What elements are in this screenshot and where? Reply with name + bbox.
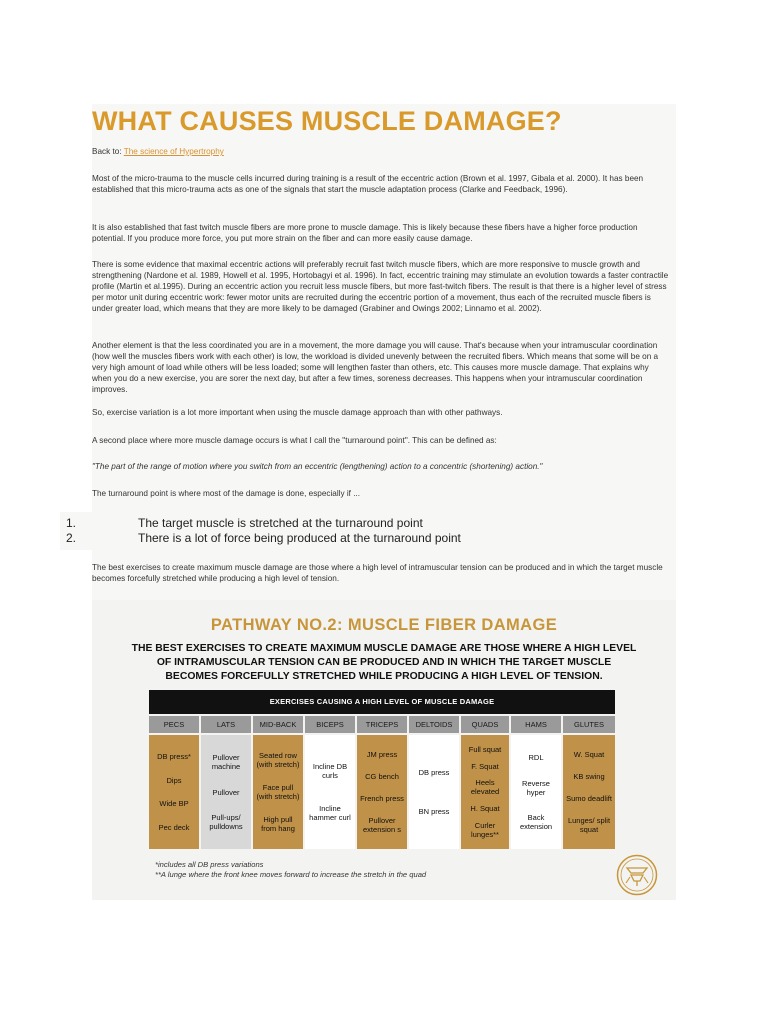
column-pecs (149, 716, 199, 849)
back-link[interactable]: The science of Hypertrophy (123, 147, 224, 156)
list-text: There is a lot of force being produced at the turnaround point (138, 531, 461, 545)
exercise-item: Incline DB curls (312, 761, 348, 780)
exercise-item: BN press (418, 807, 450, 817)
exercise-item: Pull-ups/ pulldowns (209, 812, 243, 831)
exercise-item: KB swing (573, 772, 605, 781)
exercise-item: High pull from hang (261, 815, 295, 833)
back-prefix: Back to: (92, 147, 124, 156)
exercise-item: French press (360, 794, 404, 803)
list-item (66, 531, 461, 545)
exercise-item: Full squat (468, 744, 502, 754)
exercise-item: DB press* (157, 751, 191, 761)
exercise-item: Pullover extension s (363, 816, 401, 834)
exercise-item: Sumo deadlift (566, 794, 612, 803)
footnote: *includes all DB press variations (155, 860, 264, 869)
exercise-item: Wide BP (159, 799, 189, 809)
exercise-item: Pec deck (158, 823, 190, 833)
exercise-item: W. Squat (573, 750, 605, 759)
exercise-item: Heels elevated (470, 778, 500, 797)
exercise-item: Reverse hyper (522, 778, 550, 797)
column-header: QUADS (461, 716, 509, 733)
column-cell (253, 735, 303, 849)
exercise-item: RDL (528, 753, 544, 763)
column-cell (357, 735, 407, 849)
column-cell (305, 735, 355, 849)
column-header: MID-BACK (253, 716, 303, 733)
exercise-item: DB press (418, 767, 450, 777)
infographic-subhead: THE BEST EXERCISES TO CREATE MAXIMUM MUSCLE DAMAGE ARE THOSE WHERE A HIGH LEVEL OF INTRAMUSCULAR TENSION CAN BE PRODUCED AND IN WHICH THE TARGET MUSCLE BECOMES FORCEFULLY STRETCHED WHILE PRODUCING A HIGH LEVEL OF TENSION. (131, 643, 637, 682)
column-quads (461, 716, 509, 849)
column-cell (409, 735, 459, 849)
brand-logo-icon (616, 854, 658, 896)
exercise-item: H. Squat (470, 804, 500, 814)
exercise-item: Seated row (with stretch) (256, 751, 300, 769)
column-biceps (305, 716, 355, 849)
breadcrumb (92, 147, 224, 156)
column-header: PECS (149, 716, 199, 733)
column-header: DELTOIDS (409, 716, 459, 733)
exercise-item: F. Squat (471, 761, 499, 771)
exercise-item: JM press (366, 750, 398, 759)
exercise-item: Face pull (with stretch) (256, 783, 300, 801)
column-cell (201, 735, 251, 849)
column-header: BICEPS (305, 716, 355, 733)
list-number: 2. (66, 531, 77, 545)
table-title: EXERCISES CAUSING A HIGH LEVEL OF MUSCLE DAMAGE (149, 690, 615, 714)
column-mid-back (253, 716, 303, 849)
column-hams (511, 716, 561, 849)
column-header: HAMS (511, 716, 561, 733)
column-cell (149, 735, 199, 849)
exercise-item: Incline hammer curl (309, 804, 351, 823)
paragraph-4: Another element is that the less coordinated you are in a movement, the more damage you will cause. That's because when your intramuscular coordination (how well the muscles fibers work with each other) is low, the workload is divided unevenly between the recruited fibers. Which means that some will be on a very high amount of load while others will be less loaded; some will lengthen faster than others, etc. This causes more muscle damage. That explains why when you do a new exercise, you are sorer the next day, but after a few times, soreness decreases. This happens when your intramuscular coordination improves. (92, 341, 659, 394)
column-cell (563, 735, 615, 849)
column-glutes (563, 716, 615, 849)
exercise-table (149, 690, 615, 849)
paragraph-7: The turnaround point is where most of the damage is done, especially if ... (92, 489, 361, 498)
exercise-item: CG bench (365, 772, 399, 781)
table-columns (149, 716, 615, 849)
exercise-item: Back extension (519, 812, 553, 831)
footnote: **A lunge where the front knee moves forward to increase the stretch in the quad (155, 870, 427, 879)
paragraph-8: The best exercises to create maximum muscle damage are those where a high level of intramuscular tension can be produced and in which the target muscle becomes forcefully stretched while producing a high level of tension. (92, 563, 663, 583)
definition-quote: "The part of the range of motion where you switch from an eccentric (lengthening) action to a concentric (shortening) action." (92, 462, 543, 471)
column-deltoids (409, 716, 459, 849)
list-item (66, 516, 423, 530)
exercise-item: Lunges/ split squat (567, 816, 611, 834)
paragraph-5: So, exercise variation is a lot more important when using the muscle damage approach than with other pathways. (92, 408, 503, 417)
list-number: 1. (66, 516, 77, 530)
column-triceps (357, 716, 407, 849)
exercise-item: Dips (166, 775, 182, 785)
column-cell (461, 735, 509, 849)
paragraph-1: Most of the micro-trauma to the muscle cells incurred during training is a result of the eccentric action (Brown et al. 1997, Gibala et al. 2000). It has been established that this micro-trauma acts as one of the signals that start the muscle adaptation process (Clarke and Feedback, 1996). (92, 174, 644, 194)
column-cell (511, 735, 561, 849)
column-lats (201, 716, 251, 849)
exercise-item: Pullover machine (211, 753, 241, 772)
exercise-item: Curler lunges** (471, 821, 499, 840)
column-header: GLUTES (563, 716, 615, 733)
list-text: The target muscle is stretched at the turnaround point (138, 516, 423, 530)
column-header: LATS (201, 716, 251, 733)
paragraph-3: There is some evidence that maximal eccentric actions will preferably recruit fast twitch muscle fibers, which are more responsive to muscle growth and strengthening (Nardone et al. 1989, Howell et al. 1995, Hortobagyi et al. 1996). In fact, eccentric training may stimulate an evolution towards a faster contractile profile (Martin et al.1995). During an eccentric action you recruit less muscle fibers, but more fast-twitch fibers. The result is that there is a higher level of stress per motor unit during eccentric work: fewer motor units are recruited during the eccentric portion of a movement, thus each of the recruited muscle fibers is under greater load, which means that they are more likely to be damaged (Grabiner and Owings 2002; Linnamo et al. 2002). (92, 260, 669, 313)
infographic-title: PATHWAY NO.2: MUSCLE FIBER DAMAGE (210, 616, 558, 634)
column-header: TRICEPS (357, 716, 407, 733)
exercise-item: Pullover (212, 787, 240, 797)
page-title: WHAT CAUSES MUSCLE DAMAGE? (92, 106, 562, 136)
paragraph-6: A second place where more muscle damage occurs is what I call the "turnaround point". This can be defined as: (92, 436, 497, 445)
paragraph-2: It is also established that fast twitch muscle fibers are more prone to muscle damage. This is likely because these fibers have a higher force production potential. If you produce more force, you put more strain on the fiber and can more easily cause damage. (92, 223, 638, 243)
